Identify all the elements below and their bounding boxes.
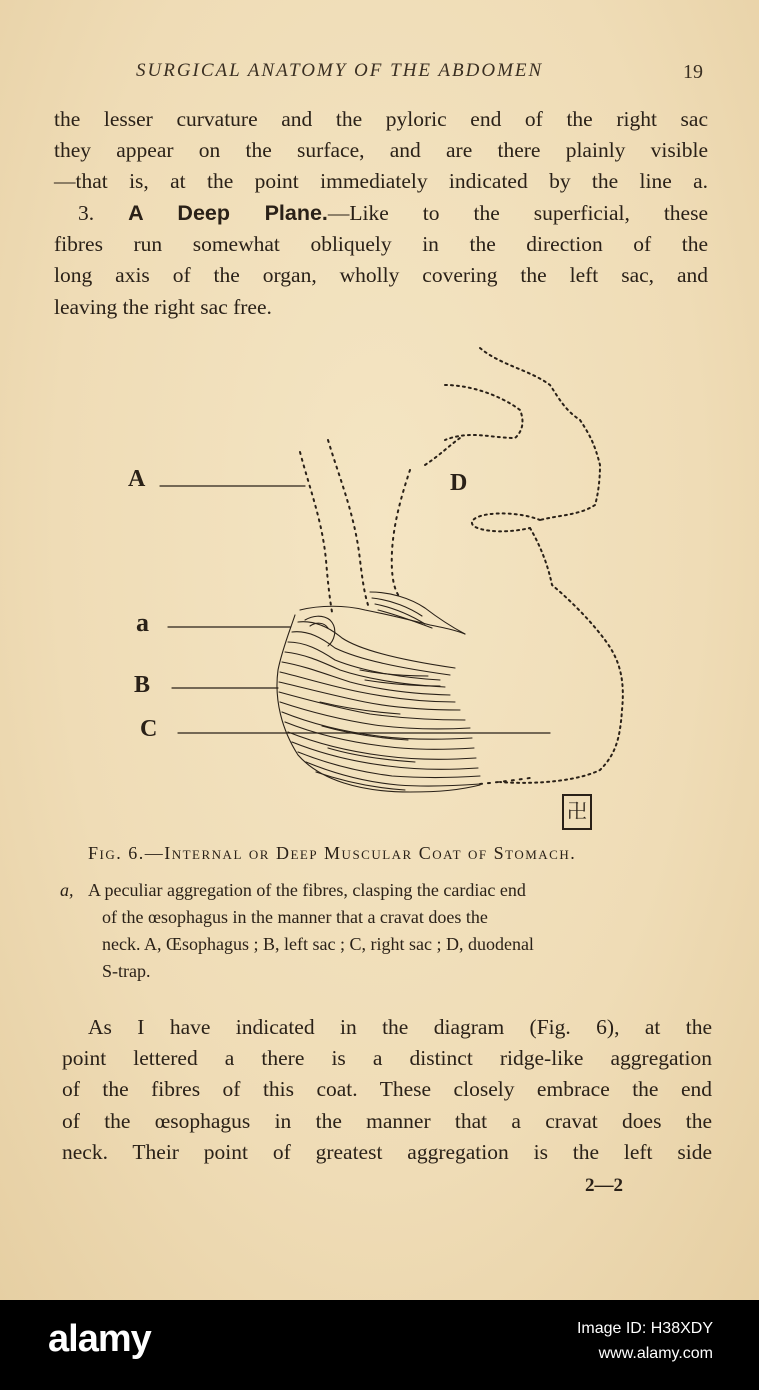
paragraph-discussion <box>62 1012 712 1168</box>
figure-caption-title: Fig. 6.—Internal or Deep Muscular Coat of Stomach. <box>88 843 577 863</box>
figure-label-D: D <box>450 470 468 496</box>
text-line: of the fibres of this coat. These closely embrace the end <box>62 1077 712 1102</box>
text-line: the lesser curvature and the pyloric end of the right sac <box>54 107 708 131</box>
section-heading: A Deep Plane. <box>128 201 328 225</box>
text-line: As I have indicated in the diagram (Fig. 6), at the <box>88 1015 712 1039</box>
text-line: —that is, at the point immediately indicated by the line a. <box>54 169 708 194</box>
alamy-logo: alamy <box>48 1318 151 1360</box>
figure-label-A: A <box>128 466 146 492</box>
text-line: they appear on the surface, and are there plainly visible <box>54 138 708 163</box>
image-id-text: Image ID: H38XDY <box>576 1320 713 1337</box>
text-line: point lettered a there is a distinct ridge-like aggregation <box>62 1046 712 1071</box>
text-line: neck. Their point of greatest aggregation is the left side <box>62 1139 712 1164</box>
text-run: —Like to the superficial, these <box>327 201 708 225</box>
text-line: of the œsophagus in the manner that a cravat does the <box>62 1108 712 1133</box>
caption-marker: a, <box>60 880 74 900</box>
caption-line: neck. A, Œsophagus ; B, left sac ; C, right sac ; D, duodenal <box>102 934 534 954</box>
stomach-illustration <box>60 330 710 840</box>
site-url-text: www.alamy.com <box>598 1345 713 1362</box>
oesophagus-left-edge <box>300 452 332 612</box>
duodenum-upper <box>445 385 522 440</box>
figure-label-C: C <box>140 716 158 742</box>
caption-line: S-trap. <box>102 961 151 981</box>
section-number: 3. <box>78 201 95 225</box>
page-number: 19 <box>683 61 703 83</box>
text-line <box>54 198 708 229</box>
stomach-figure <box>60 330 710 840</box>
oesophagus-right-edge <box>392 470 410 598</box>
paragraph-continued <box>54 104 708 198</box>
paragraph-deep-plane <box>54 198 708 323</box>
text-line: fibres run somewhat obliquely in the direction of the <box>54 232 708 257</box>
duodenum-link <box>425 438 460 465</box>
duodenum-outer <box>480 348 600 520</box>
text-line: long axis of the organ, wholly covering the left sac, and <box>54 263 708 288</box>
figure-label-a: a <box>136 608 149 637</box>
oesophagus-inner-edge <box>328 440 368 605</box>
caption-line: of the œsophagus in the manner that a cravat does the <box>102 907 488 927</box>
pylorus-outline <box>500 528 623 783</box>
caption-line: A peculiar aggregation of the fibres, clasping the cardiac end <box>88 880 526 900</box>
figure-caption-note <box>60 877 710 985</box>
figure-label-B: B <box>134 672 151 698</box>
running-title: SURGICAL ANATOMY OF THE ABDOMEN <box>136 60 544 81</box>
text-line: leaving the right sac free. <box>54 294 272 319</box>
printer-monogram: 卍 <box>562 794 592 830</box>
signature-mark: 2—2 <box>585 1175 623 1196</box>
